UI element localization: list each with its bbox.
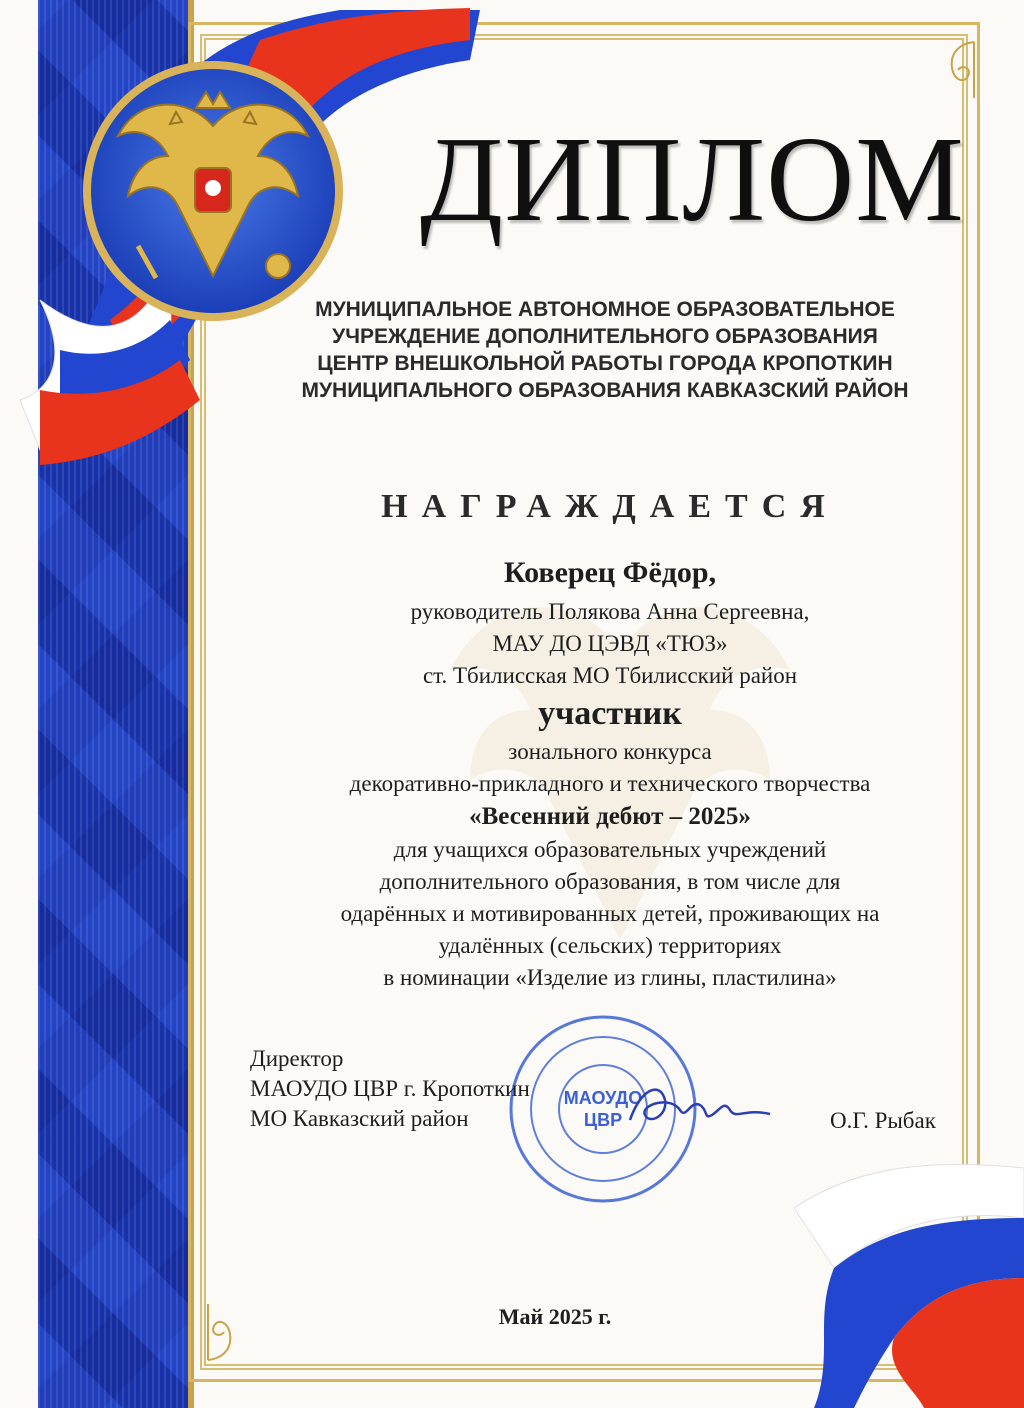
recipient-name: Коверец Фёдор, [503, 556, 717, 589]
award-status: участник [538, 695, 682, 732]
contest-detail: в номинации «Изделие из глины, пластилина» [383, 965, 837, 990]
recipient-detail: МАУ ДО ЦЭВД «ТЮЗ» [492, 631, 728, 656]
recipient-detail: руководитель Полякова Анна Сергеевна, [410, 599, 810, 624]
diploma-title: ДИПЛОМ [420, 112, 965, 247]
stamp-text-line: МАОУДО [563, 1088, 643, 1108]
contest-name: «Весенний дебют – 2025» [469, 803, 751, 830]
awarded-heading: НАГРАЖДАЕТСЯ [381, 488, 839, 525]
organization-line: МУНИЦИПАЛЬНОГО ОБРАЗОВАНИЯ КАВКАЗСКИЙ РАЙОН [301, 379, 909, 402]
corner-ornament-icon [928, 40, 976, 100]
signer-position: Директор [250, 1046, 344, 1071]
signer-organization: МО Кавказский район [250, 1106, 469, 1131]
contest-intro: зонального конкурса [508, 739, 712, 764]
recipient-detail: ст. Тбилисская МО Тбилисский район [422, 663, 798, 688]
contest-detail: дополнительного образования, в том числе для [379, 869, 841, 894]
stamp-text-line: ЦВР [583, 1110, 623, 1130]
organization-name [250, 296, 960, 404]
organization-line: УЧРЕЖДЕНИЕ ДОПОЛНИТЕЛЬНОГО ОБРАЗОВАНИЯ [332, 325, 878, 348]
signer-organization: МАОУДО ЦВР г. Кропоткин [250, 1076, 530, 1101]
award-body [270, 552, 950, 994]
contest-detail: удалённых (сельских) территориях [438, 933, 782, 958]
issue-date: Май 2025 г. [498, 1304, 612, 1329]
contest-detail: одарённых и мотивированных детей, проживающих на [340, 901, 880, 926]
coat-of-arms-emblem [78, 56, 348, 326]
organization-line: ЦЕНТР ВНЕШКОЛЬНОЙ РАБОТЫ ГОРОДА КРОПОТКИН [317, 352, 893, 375]
contest-detail: для учащихся образовательных учреждений [393, 837, 827, 862]
contest-intro: декоративно-прикладного и технического творчества [349, 771, 871, 796]
flag-ribbon-bottom-icon [774, 1148, 1024, 1408]
signature-block [250, 1044, 670, 1134]
organization-line: МУНИЦИПАЛЬНОЕ АВТОНОМНОЕ ОБРАЗОВАТЕЛЬНОЕ [315, 298, 895, 321]
signer-name: О.Г. Рыбак [830, 1108, 936, 1133]
